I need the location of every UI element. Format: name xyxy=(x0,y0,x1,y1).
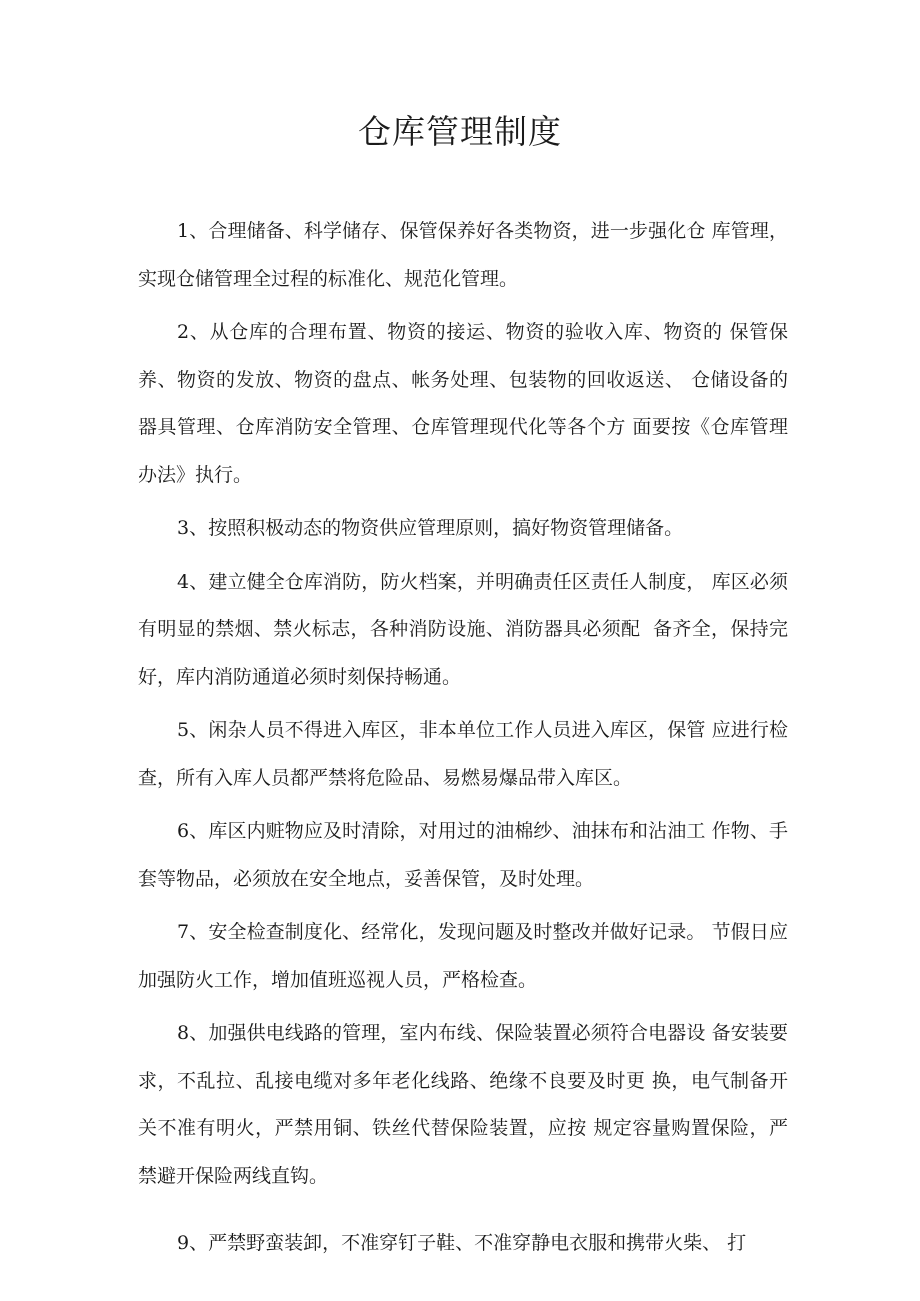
paragraph-2: 2、从仓库的合理布置、物资的接运、物资的验收入库、物资的 保管保养、物资的发放、物资的盘点、帐务处理、包装物的回收返送、 仓储设备的器具管理、仓库消防安全管理、仓库管理现代化等各个方 面要按《仓库管理办法》执行。 xyxy=(138,321,788,486)
paragraph-6: 6、库区内赃物应及时清除，对用过的油棉纱、油抹布和沾油工 作物、手套等物品，必须放在安全地点，妥善保管，及时处理。 xyxy=(138,820,788,890)
document-body xyxy=(138,208,788,1274)
paragraph-7: 7、安全检查制度化、经常化，发现问题及时整改并做好记录。 节假日应加强防火工作，增加值班巡视人员，严格检查。 xyxy=(138,921,788,991)
paragraph-4: 4、建立健全仓库消防，防火档案，并明确责任区责任人制度， 库区必须有明显的禁烟、禁火标志，各种消防设施、消防器具必须配 备齐全，保持完好，库内消防通道必须时刻保持畅通。 xyxy=(138,570,788,688)
page-title: 仓库管理制度 xyxy=(358,112,562,151)
paragraph-1: 1、合理储备、科学储存、保管保养好各类物资，进一步强化仓 库管理，实现仓储管理全过程的标准化、规范化管理。 xyxy=(138,220,788,290)
paragraph-9: 9、严禁野蛮装卸，不准穿钉子鞋、不准穿静电衣服和携带火柴、 打 xyxy=(177,1232,747,1254)
paragraph-8: 8、加强供电线路的管理，室内布线、保险装置必须符合电器设 备安装要求，不乱拉、乱接电缆对多年老化线路、绝缘不良要及时更 换，电气制备开关不准有明火，严禁用铜、铁丝代替保险装置，应按 规定容量购置保险，严禁避开保险两线直钩。 xyxy=(138,1022,788,1187)
paragraph-5: 5、闲杂人员不得进入库区，非本单位工作人员进入库区，保管 应进行检查，所有入库人员都严禁将危险品、易燃易爆品带入库区。 xyxy=(138,719,788,789)
paragraph-3: 3、按照积极动态的物资供应管理原则，搞好物资管理储备。 xyxy=(177,517,684,539)
